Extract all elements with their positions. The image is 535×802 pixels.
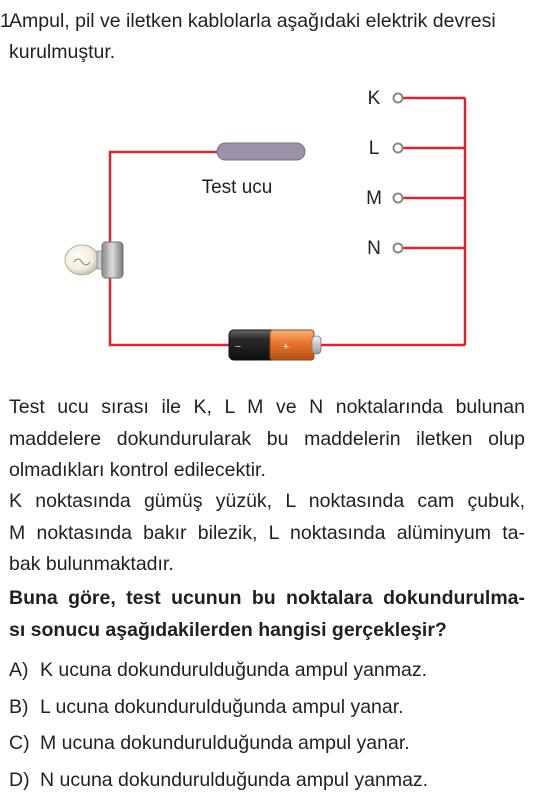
paragraph2-line-3: bak bulunmaktadır. [9,549,525,581]
option-b[interactable] [9,693,428,730]
terminal-n-contact[interactable] [394,244,403,253]
paragraph-test-description [9,392,525,487]
wires [110,98,465,345]
terminal-m[interactable] [366,188,402,209]
paragraph1-line-2: maddelere dokundurularak bu maddelerin iletken olup [9,424,525,456]
option-a-text: K ucuna dokundurulduğunda ampul yanmaz. [40,659,427,681]
option-a[interactable] [9,656,428,693]
intro-line-2: kurulmuştur. [0,37,532,68]
answer-options [9,656,428,802]
paragraph1-line-1: Test ucu sırası ile K, L M ve N noktalarında bulunan [9,392,525,424]
option-d-label: D) [9,766,40,794]
paragraph-materials [9,486,525,581]
option-d[interactable] [9,766,428,802]
option-c[interactable] [9,729,428,766]
terminal-k[interactable] [368,88,403,109]
terminal-m-contact[interactable] [394,194,403,203]
question-number: 1 [0,6,9,37]
paragraph1-line-3: olmadıkları kontrol edilecektir. [9,455,525,487]
light-bulb-icon [65,242,123,278]
terminal-l-contact[interactable] [394,144,403,153]
terminal-k-contact[interactable] [394,94,403,103]
intro-line-1 [0,6,532,37]
terminal-l-label: L [369,138,380,159]
battery-plus-sign: + [283,341,289,353]
terminal-n-label: N [367,238,381,259]
paragraph2-line-2: M noktasında bakır bilezik, L noktasında alüminyum ta- [9,518,525,550]
test-probe-label: Test ucu [202,177,273,198]
circuit-diagram [0,78,535,378]
terminal-k-label: K [368,88,381,109]
battery-icon [229,330,321,360]
option-a-label: A) [9,656,40,684]
question-line-2: sı sonucu aşağıdakilerden hangisi gerçekleşir? [9,614,525,646]
option-b-label: B) [9,693,40,721]
option-c-text: M ucuna dokundurulduğunda ampul yanar. [40,732,410,754]
option-c-label: C) [9,729,40,757]
question-prompt [9,582,525,646]
terminal-n[interactable] [367,238,402,259]
question-line-1: Buna göre, test ucunun bu noktalara dokundurulma- [9,582,525,614]
terminal-m-label: M [366,188,382,209]
option-b-text: L ucuna dokundurulduğunda ampul yanar. [40,696,404,718]
paragraph2-line-1: K noktasında gümüş yüzük, L noktasında cam çubuk, [9,486,525,518]
battery-minus-sign: − [235,341,241,353]
wire-bottom-left [110,278,232,345]
option-d-text: N ucuna dokundurulduğunda ampul yanmaz. [40,769,428,791]
test-probe[interactable] [217,143,305,160]
intro-text-1: Ampul, pil ve iletken kablolarla aşağıdaki elektrik devresi [9,10,496,32]
terminal-l[interactable] [369,138,403,159]
question-stem-intro [0,6,532,68]
